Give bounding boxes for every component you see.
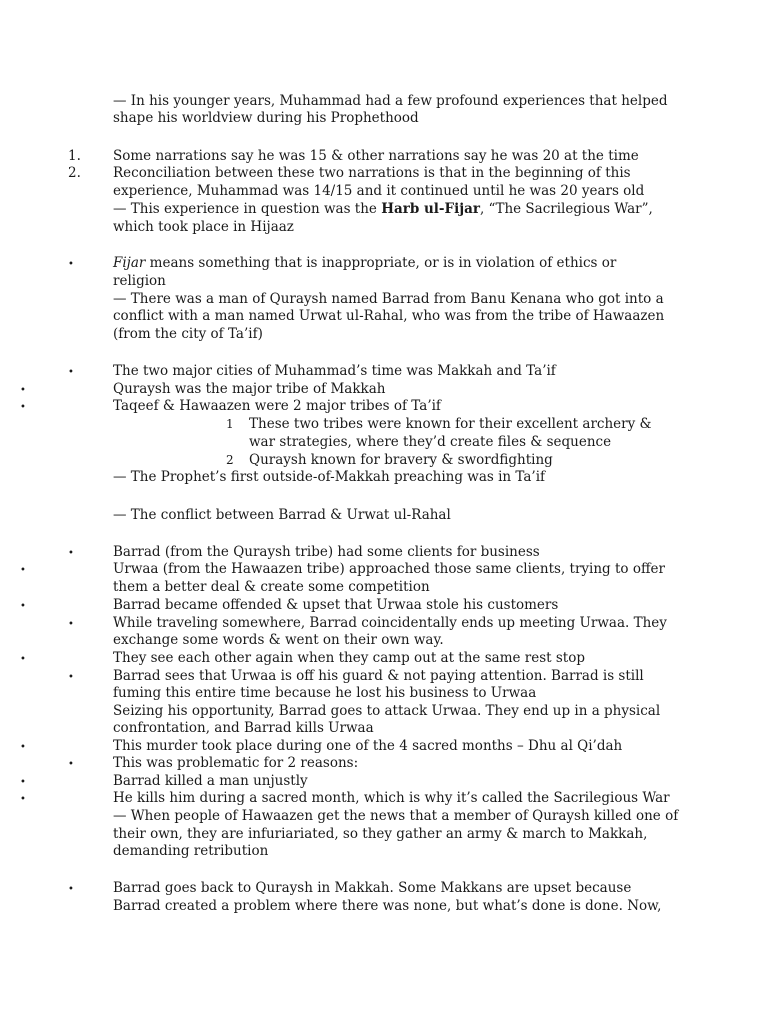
bullet: • [20, 777, 26, 788]
bullet: • [20, 385, 26, 396]
story-s13-line-2: Barrad created a problem where there was none, but what’s done is done. Now, [113, 898, 662, 914]
intro-line-1: — In his younger years, Muhammad had a few profound experiences that helped [113, 93, 668, 109]
story-s12-line-3: demanding retribution [113, 843, 269, 859]
bullet: • [68, 259, 74, 270]
story-s9: This was problematic for 2 reasons: [113, 755, 359, 771]
numbered-item-2-line-1: Reconciliation between these two narrations is that in the beginning of this [113, 165, 631, 181]
bullet: • [20, 742, 26, 753]
harb-line-2: which took place in Hijaaz [113, 219, 294, 235]
story-s10: Barrad killed a man unjustly [113, 773, 308, 789]
numbered-item-2-line-2: experience, Muhammad was 14/15 and it continued until he was 20 years old [113, 183, 645, 199]
story-s6-line-1: Barrad sees that Urwaa is off his guard & not paying attention. Barrad is still [113, 668, 644, 684]
list-marker-1: 1. [68, 148, 81, 164]
story-s5: They see each other again when they camp out at the same rest stop [113, 650, 585, 666]
story-s11: He kills him during a sacred month, which is why it’s called the Sacrilegious War [113, 790, 670, 806]
conflict-heading: — The conflict between Barrad & Urwat ul-Rahal [113, 507, 451, 523]
bullet: • [68, 548, 74, 559]
bullet: • [20, 565, 26, 576]
bullet: • [20, 794, 26, 805]
sub-marker-2: 2 [226, 453, 234, 467]
harb-term: Harb ul-Fijar [381, 201, 480, 217]
fijar-line-2: religion [113, 273, 166, 289]
story-s12-line-2: their own, they are infuriariated, so they gather an army & march to Makkah, [113, 826, 648, 842]
bullet: • [20, 654, 26, 665]
list-marker-2: 2. [68, 165, 81, 181]
story-s8: This murder took place during one of the 4 sacred months – Dhu al Qi’dah [113, 738, 623, 754]
fijar-line-1 [113, 255, 616, 273]
story-s7-line-1: Seizing his opportunity, Barrad goes to attack Urwaa. They end up in a physical [113, 703, 661, 719]
story-s6-line-2: fuming this entire time because he lost his business to Urwaa [113, 685, 537, 701]
bullet: • [68, 367, 74, 378]
story-s7-line-2: confrontation, and Barrad kills Urwaa [113, 720, 374, 736]
bullet: • [68, 759, 74, 770]
bullet: • [68, 884, 74, 895]
bullet: • [68, 672, 74, 683]
sub-item-2: Quraysh known for bravery & swordfighting [249, 452, 553, 468]
story-s2-line-2: them a better deal & create some competition [113, 579, 430, 595]
story-s13-line-1: Barrad goes back to Quraysh in Makkah. Some Makkans are upset because [113, 880, 632, 896]
barrad-intro-line-1: — There was a man of Quraysh named Barrad from Banu Kenana who got into a [113, 291, 664, 307]
bullet: • [20, 601, 26, 612]
preaching-line: — The Prophet’s first outside-of-Makkah preaching was in Ta’if [113, 469, 546, 485]
harb-line-1 [113, 201, 653, 219]
story-s1: Barrad (from the Quraysh tribe) had some clients for business [113, 544, 540, 560]
cities-line-1: The two major cities of Muhammad’s time was Makkah and Ta’if [113, 363, 556, 379]
sub-marker-1: 1 [226, 417, 234, 431]
story-s12-line-1: — When people of Hawaazen get the news that a member of Quraysh killed one of [113, 808, 679, 824]
story-s3: Barrad became offended & upset that Urwaa stole his customers [113, 597, 559, 613]
barrad-intro-line-3: (from the city of Ta’if) [113, 326, 263, 342]
intro-line-2: shape his worldview during his Prophethood [113, 110, 419, 126]
barrad-intro-line-2: conflict with a man named Urwat ul-Rahal, who was from the tribe of Hawaazen [113, 308, 665, 324]
bullet: • [20, 402, 26, 413]
sub-item-1-line-2: war strategies, where they’d create files & sequence [249, 434, 612, 450]
numbered-item-1: Some narrations say he was 15 & other narrations say he was 20 at the time [113, 148, 639, 164]
sub-item-1-line-1: These two tribes were known for their excellent archery & [249, 416, 652, 432]
story-s2-line-1: Urwaa (from the Hawaazen tribe) approached those same clients, trying to offer [113, 561, 665, 577]
fijar-rest: means something that is inappropriate, or is in violation of ethics or [145, 255, 617, 271]
cities-line-3: Taqeef & Hawaazen were 2 major tribes of Ta’if [113, 398, 441, 414]
story-s4-line-2: exchange some words & went on their own way. [113, 632, 444, 648]
fijar-term: Fijar [113, 255, 146, 271]
cities-line-2: Quraysh was the major tribe of Makkah [113, 381, 386, 397]
story-s4-line-1: While traveling somewhere, Barrad coincidentally ends up meeting Urwaa. They [113, 615, 667, 631]
harb-post: , “The Sacrilegious War”, [479, 201, 653, 217]
harb-pre: — This experience in question was the [113, 201, 382, 217]
bullet: • [68, 619, 74, 630]
